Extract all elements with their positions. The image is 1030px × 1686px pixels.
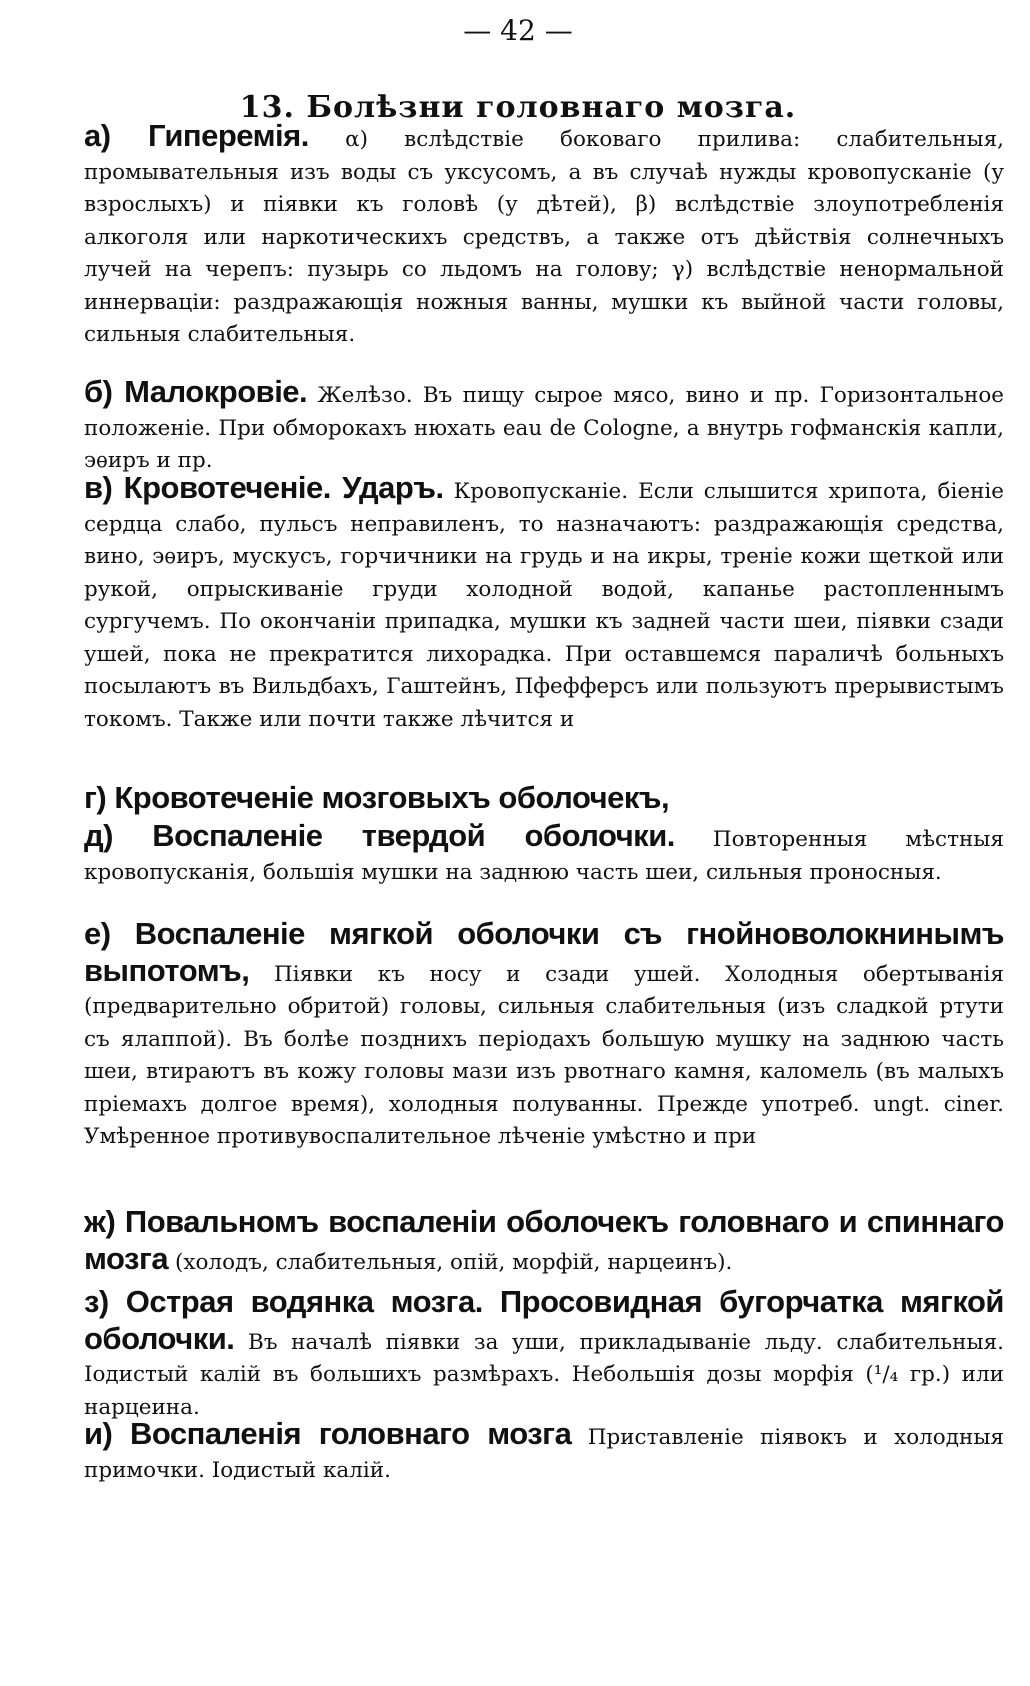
paragraph-b: [58, 376, 1004, 478]
paragraph-i: [58, 1418, 1004, 1487]
text-i: Приставленіе піявокъ и холодныя примочки. Іодистый калій.: [84, 1425, 1004, 1483]
text-b: Желѣзо. Въ пищу сырое мясо, вино и пр. Горизонтальное положеніе. При обморокахъ нюхать eau de Cologne, а внутрь гофманскія капли, эѳиръ и пр.: [84, 383, 1004, 473]
heading-d: д) Воспаленіе твердой оболочки.: [84, 818, 675, 853]
heading-zh: ж) Повальномъ воспаленіи оболочекъ головнаго и спиннаго мозга: [84, 1204, 1004, 1276]
heading-g: г) Кровотеченіе мозговыхъ оболочекъ,: [84, 780, 670, 815]
heading-b: б) Малокровіе.: [84, 374, 308, 409]
paragraph-g: [58, 782, 1004, 819]
text-e: Піявки къ носу и сзади ушей. Холодныя обертыванія (предварительно обритой) головы, сильныя слабительныя (изъ сладкой ртути съ ялаппой). Въ болѣе позднихъ періодахъ большую мушку на заднюю часть шеи, втираютъ въ кожу головы мази изъ рвотнаго камня, каломель (въ малыхъ пріемахъ долгое время), холодныя полуванны. Прежде употреб. ungt. ciner. Умѣренное противувоспалительное лѣченіе умѣстно и при: [84, 961, 1004, 1149]
paragraph-zh: [58, 1206, 1004, 1279]
page-number: — 42 —: [463, 14, 573, 47]
paragraph-v: [58, 472, 1004, 736]
text-a: α) вслѣдствіе боковаго прилива: слабительныя, промывательныя изъ воды съ уксусомъ, а въ случаѣ нужды кровопусканіе (у взрослыхъ) и піявки къ головѣ (у дѣтей), β) вслѣдствіе злоупотребленія алкоголя или наркотическихъ средствъ, а также отъ дѣйствія солнечныхъ лучей на черепъ: пузырь со льдомъ на голову; γ) вслѣдствіе ненормальной иннерваціи: раздражающія ножныя ванны, мушки къ выйной части головы, сильныя слабительныя.: [84, 127, 1004, 347]
text-v: Кровопусканіе. Если слышится хрипота, біеніе сердца слабо, пульсъ неправиленъ, то назначаютъ: раздражающія средства, вино, эѳиръ, мускусъ, горчичники на грудь и на икры, треніе кожи щеткой или рукой, опрыскиваніе груди холодной водой, капанье растопленнымъ сургучемъ. По окончаніи припадка, мушки къ задней части шеи, піявки сзади ушей, пока не прекратится лихорадка. При оставшемся параличѣ больныхъ посылаютъ въ Вильдбахъ, Гаштейнъ, Пфефферсъ или пользуютъ прерывистымъ токомъ. Также или почти также лѣчится и: [84, 479, 1004, 732]
section-title: 13. Болѣзни головнаго мозга.: [239, 90, 797, 125]
text-d: Повторенныя мѣстныя кровопусканія, большія мушки на заднюю часть шеи, сильныя проносныя.: [84, 827, 1004, 885]
heading-v: в) Кровотеченіе. Ударъ.: [84, 470, 444, 505]
heading-a: а) Гиперемія.: [84, 118, 309, 153]
heading-i: и) Воспаленія головнаго мозга: [84, 1416, 572, 1451]
heading-z: з) Острая водянка мозга. Просовидная бугорчатка мягкой оболочки.: [84, 1284, 1004, 1356]
paragraph-d: [58, 820, 1004, 889]
text-z: Въ началѣ піявки за уши, прикладываніе льду. слабительныя. Іодистый калій въ большихъ размѣрахъ. Небольшія дозы морфія (¹/₄ гр.) или нарцеина.: [84, 1329, 1004, 1420]
text-zh: (холодъ, слабительныя, опій, морфій, нарцеинъ).: [174, 1249, 733, 1275]
paragraph-z: [58, 1286, 1004, 1424]
paragraph-a: [58, 120, 1004, 352]
paragraph-e: [58, 918, 1004, 1154]
heading-e: е) Воспаленіе мягкой оболочки съ гнойноволокнинымъ выпотомъ,: [84, 916, 1004, 988]
